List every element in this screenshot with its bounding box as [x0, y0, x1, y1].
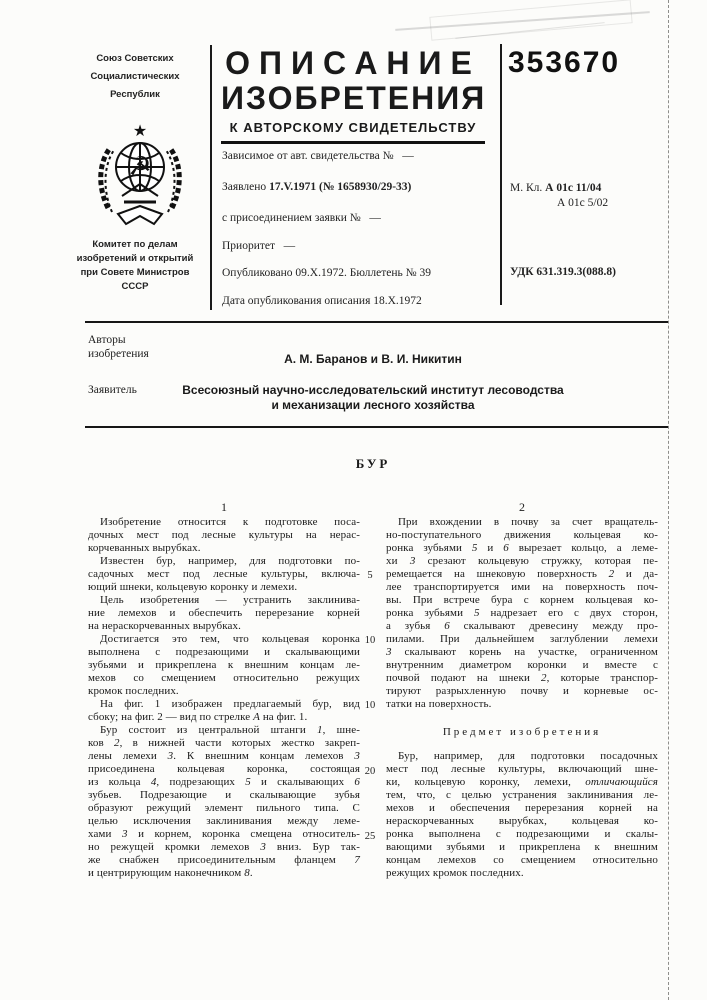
- text-line: хи 3 срезают кольцевую стружку, которая пе-: [386, 555, 658, 567]
- ussr-coat-of-arms-icon: [94, 120, 186, 234]
- header-divider-left: [210, 45, 212, 310]
- filing-filed-value: 17.V.1971 (№ 1658930/29-33): [269, 181, 412, 193]
- title-izobreteniya: ИЗОБРЕТЕНИЯ: [221, 80, 487, 116]
- gutter-line-number: 10: [364, 700, 376, 711]
- gutter-line-number: 5: [367, 570, 373, 581]
- text-line: тируют разрыхленную почву и корневые ос-: [386, 685, 658, 697]
- text-line: а зубья 6 скалывают древесину между про-: [386, 620, 658, 632]
- text-line: Достигается это тем, что кольцевая коронка: [100, 633, 360, 645]
- header-divider-right: [500, 44, 502, 305]
- mkl-class-line1: [510, 182, 670, 194]
- svg-text:★: ★: [132, 121, 148, 140]
- filing-joined-value: —: [369, 212, 381, 224]
- filing-priority-row: [222, 240, 497, 252]
- text-line: мест под лесные культуры, включающий шне-: [386, 763, 658, 775]
- text-line: же снабжен присоединительным фланцем 7: [88, 854, 360, 866]
- union-line: Республик: [110, 89, 160, 100]
- text-line: татки на поверхность.: [386, 698, 492, 710]
- text-line: тем, что, с целью устранения заклинивания ле-: [386, 789, 658, 801]
- text-line: ющий шнеки, кольцевую коронку и лемехи.: [88, 581, 298, 593]
- text-line: но-поступательного движения кольцевая ко-: [386, 529, 658, 541]
- text-line: внутренним диаметром коронки и вместе с: [386, 659, 658, 671]
- union-line: Союз Советских: [96, 53, 174, 64]
- text-line: зубьями и прикреплена к внешним концам ле-: [88, 659, 360, 671]
- text-line: ки, кольцевую коронку, лемехи, отличающийся: [386, 776, 658, 788]
- text-line: хами 3 и корнем, коронка смещена относитель-: [88, 828, 361, 840]
- issuer-union-name: [60, 50, 210, 104]
- text-line: но режущей кромки лемехов 3 вниз. Бур так-: [88, 841, 361, 853]
- filing-priority-label: Приоритет: [222, 240, 276, 252]
- applicant-label: Заявитель: [88, 384, 137, 396]
- column-number-2: 2: [519, 500, 525, 514]
- udk-code: УДК 631.319.3(088.8): [510, 266, 616, 278]
- text-line: На фиг. 1 изображен предлагаемый бур, вид: [100, 698, 360, 710]
- column-number-1: 1: [221, 500, 227, 514]
- text-line: ремещается на шнековую поверхность 2 и да-: [386, 568, 658, 580]
- committee-line: при Совете Министров: [80, 267, 190, 278]
- text-line: мехов и обеспечения перерезания корней на: [386, 802, 658, 814]
- invention-title: БУР: [355, 456, 391, 471]
- mkl-code-1: А 01с 11/04: [545, 182, 602, 194]
- authors-label-line2: изобретения: [88, 348, 149, 360]
- text-line: из кольца 4, подрезающих 5 и скалывающих 6: [88, 776, 360, 788]
- document-title-block: [221, 46, 485, 144]
- text-line: Цель изобретения — устранить заклинива-: [100, 594, 360, 606]
- text-line: ронка зубьями 5 и 6 вырезает кольцо, а леме-: [386, 542, 658, 554]
- filing-joined-row: [222, 212, 497, 224]
- applicant-name-line1: Всесоюзный научно-исследовательский институт лесоводства: [182, 383, 564, 397]
- committee-line: изобретений и открытий: [76, 253, 194, 264]
- union-line: Социалистических: [90, 71, 180, 82]
- text-line: Известен бур, например, для подготовки по-: [100, 555, 360, 567]
- text-line: образуют режущий элемент пильного типа. С: [88, 802, 360, 814]
- text-line: вающими зубьями и прикреплена к внешним: [386, 841, 658, 853]
- filing-dependent-value: —: [402, 150, 414, 162]
- committee-line: СССР: [121, 281, 149, 292]
- text-line: мехов со смещением относительно режущих: [88, 672, 360, 684]
- filing-dependent-row: [222, 150, 497, 162]
- filing-filed-label: Заявлено: [222, 181, 267, 193]
- title-opisanie: ОПИСАНИЕ: [225, 45, 481, 81]
- text-line: присоединена кольцевая коронка, состоящая: [88, 763, 360, 775]
- horizontal-rule-top: [85, 321, 668, 323]
- text-line: вы. При встрече бура с корнем кольцевая ко-: [386, 594, 658, 606]
- text-line: зубьев. Подрезающие и скалывающие зубья: [88, 789, 360, 801]
- mkl-label: М. Кл.: [510, 182, 543, 194]
- filing-joined-label: с присоединением заявки №: [222, 212, 361, 224]
- text-line: корчеванных вырубках.: [88, 542, 201, 554]
- gutter-line-number: 10: [364, 635, 376, 646]
- text-line: ков 2, в нижней части которых жестко закреп-: [88, 737, 360, 749]
- scan-smudge: [429, 0, 632, 41]
- text-line: почвой подают на шнеки 2, которые транспор-: [386, 672, 658, 684]
- text-line: целью исключения заклинивания между леме-: [88, 815, 360, 827]
- filing-published-row: Опубликовано 09.X.1972. Бюллетень № 39: [222, 267, 431, 279]
- text-line: кромок последних.: [88, 685, 179, 697]
- filing-dependent-label: Зависимое от авт. свидетельства №: [222, 150, 394, 162]
- gutter-line-number: 20: [364, 766, 376, 777]
- text-line: дочных мест под лесные культуры на нерас-: [88, 529, 360, 541]
- claim-section-heading: Предмет изобретения: [442, 726, 602, 738]
- body-left-column: [88, 516, 360, 880]
- authors-names: А. М. Баранов и В. И. Никитин: [284, 352, 462, 366]
- filing-filed-row: [222, 181, 497, 193]
- authors-label-line1: Авторы: [88, 334, 126, 346]
- applicant-name-line2: и механизации лесного хозяйства: [271, 398, 475, 412]
- text-line: нераскорчеванных вырубках, кольцевая ко-: [386, 815, 658, 827]
- text-line: пилами. При дальнейшем заглублении лемехи: [386, 633, 658, 645]
- horizontal-rule-bottom: [85, 426, 668, 428]
- text-line: ронка зубьями 5 надрезает его с двух сторон,: [386, 607, 658, 619]
- issuer-committee: [55, 238, 215, 294]
- text-line: При вхождении в почву за счет вращатель-: [398, 516, 658, 528]
- patent-number: 353670: [508, 46, 621, 79]
- filing-priority-value: —: [283, 240, 296, 252]
- text-line: ронка выполнена с подрезающими и скалы-: [386, 828, 658, 840]
- text-line: 3 скалывают корень на участке, ограниченном: [386, 646, 658, 658]
- text-line: и центрирующим наконечником 8.: [88, 867, 253, 879]
- page-edge-line: [668, 0, 669, 1000]
- mkl-class-line2: А 01с 5/02: [557, 197, 609, 209]
- text-line: выполнена с подрезающими и скалывающими: [88, 646, 360, 658]
- filing-pubdate-row: Дата опубликования описания 18.X.1972: [222, 295, 422, 307]
- text-line: ние лемехов и обеспечить перерезание корней: [88, 607, 360, 619]
- text-line: садочных мест под лесные культуры, включа-: [88, 568, 360, 580]
- text-line: режущих кромок последних.: [386, 867, 524, 879]
- text-line: Бур, например, для подготовки посадочных: [398, 750, 658, 762]
- text-line: Изобретение относится к подготовке поса-: [100, 516, 360, 528]
- text-line: сбоку; на фиг. 2 — вид по стрелке А на фиг. 1.: [88, 711, 308, 723]
- text-line: концам лемехов со смещением относительно: [386, 854, 658, 866]
- text-line: на нераскорчеванных вырубках.: [88, 620, 241, 632]
- text-line: лее транспортируется ими на поверхность поч-: [386, 581, 658, 593]
- committee-line: Комитет по делам: [92, 239, 178, 250]
- svg-text:☭: ☭: [128, 152, 152, 182]
- gutter-line-number: 25: [364, 831, 376, 842]
- text-line: лены лемехи 3. К внешним концам лемехов 3: [88, 750, 360, 762]
- text-line: Бур состоит из центральной штанги 1, шне-: [100, 724, 360, 736]
- body-right-column: [386, 516, 658, 880]
- title-subtitle: К АВТОРСКОМУ СВИДЕТЕЛЬСТВУ: [229, 120, 477, 135]
